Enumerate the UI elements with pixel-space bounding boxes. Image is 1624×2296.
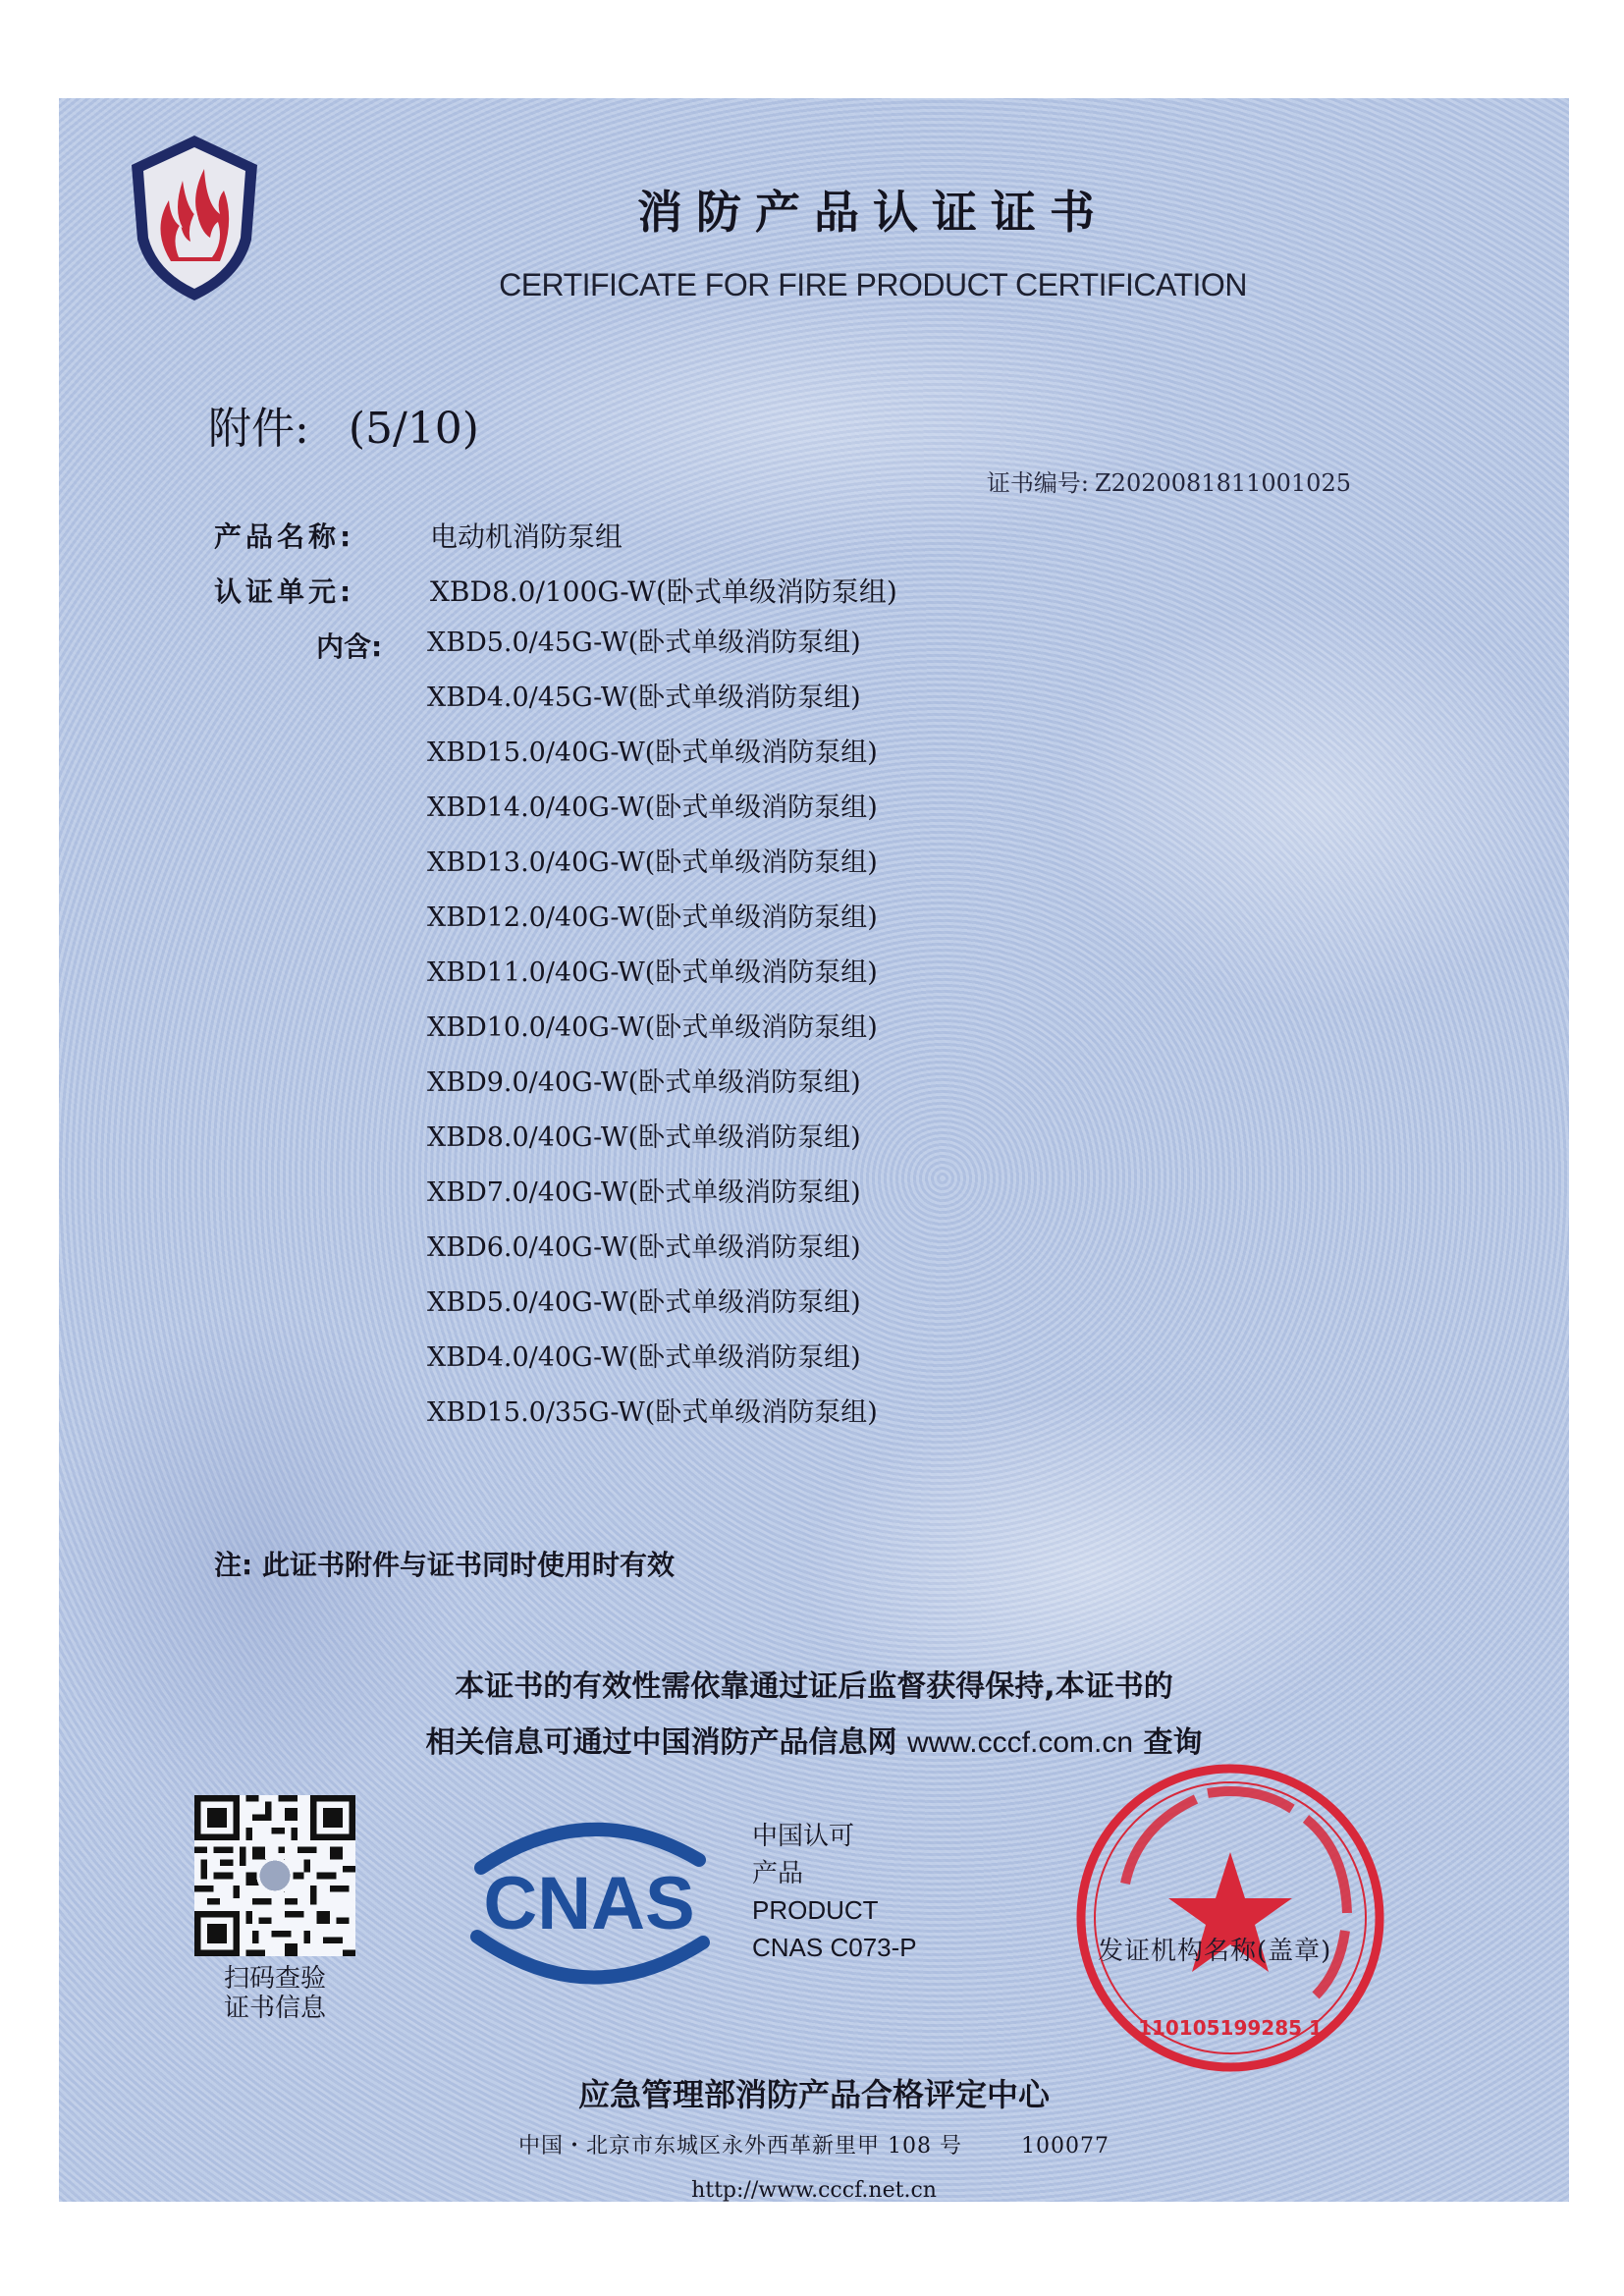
model-item: XBD5.0/45G-W(卧式单级消防泵组) — [427, 628, 861, 658]
model-item: XBD4.0/40G-W(卧式单级消防泵组) — [427, 1342, 861, 1373]
validity-text-line2 — [59, 1718, 1569, 1761]
contains-label: 内含: — [316, 630, 383, 663]
qr-code[interactable] — [194, 1795, 355, 1956]
model-item: XBD14.0/40G-W(卧式单级消防泵组) — [427, 793, 878, 823]
cnas-logo-text: CNAS — [483, 1862, 695, 1945]
certificate-number-value: Z2020081811001025 — [1095, 469, 1351, 497]
product-name-label: 产品名称: — [214, 520, 355, 553]
attachment-note: 注: 此证书附件与证书同时使用时有效 — [214, 1549, 675, 1581]
certificate-sheet — [59, 98, 1569, 2202]
certificate-number — [987, 464, 1351, 498]
model-item: XBD10.0/40G-W(卧式单级消防泵组) — [427, 1012, 878, 1043]
model-item: XBD15.0/35G-W(卧式单级消防泵组) — [427, 1397, 878, 1428]
info-website-link[interactable]: www.cccf.com.cn — [906, 1726, 1134, 1759]
cnas-line1: 中国认可 — [752, 1821, 855, 1850]
model-item: XBD8.0/40G-W(卧式单级消防泵组) — [427, 1122, 861, 1153]
issuer-address — [59, 2129, 1569, 2159]
cnas-line2: 产品 — [752, 1858, 804, 1887]
validity-text-line1: 本证书的有效性需依靠通过证后监督获得保持,本证书的 — [455, 1669, 1173, 1704]
model-item: XBD9.0/40G-W(卧式单级消防泵组) — [427, 1067, 861, 1098]
product-name-value: 电动机消防泵组 — [430, 520, 623, 553]
certification-unit-label: 认证单元: — [214, 575, 355, 608]
certificate-title-en: CERTIFICATE FOR FIRE PRODUCT CERTIFICATION — [499, 267, 1247, 302]
qr-caption-line1: 扫码查验 — [223, 1964, 326, 1994]
attachment-label: 附件: — [208, 404, 309, 454]
postal-code: 100077 — [1021, 2134, 1110, 2159]
issuer-label: 发证机构名称(盖章) — [1098, 1937, 1332, 1966]
attachment-heading — [208, 393, 479, 456]
model-item: XBD7.0/40G-W(卧式单级消防泵组) — [427, 1177, 861, 1208]
certification-unit-value: XBD8.0/100G-W(卧式单级消防泵组) — [430, 575, 897, 608]
model-item: XBD15.0/40G-W(卧式单级消防泵组) — [427, 738, 878, 768]
seal-number: 110105199285 1 — [1138, 2016, 1323, 2040]
certificate-title-cn: 消防产品认证证书 — [637, 186, 1109, 239]
model-item: XBD13.0/40G-W(卧式单级消防泵组) — [427, 847, 878, 878]
product-name-row — [214, 516, 623, 555]
certification-unit-row — [214, 571, 897, 610]
qr-caption-line2: 证书信息 — [223, 1994, 326, 2023]
attachment-count: (5/10) — [348, 404, 479, 454]
model-item: XBD5.0/40G-W(卧式单级消防泵组) — [427, 1287, 861, 1318]
validity-line2-prefix: 相关信息可通过中国消防产品信息网 — [425, 1725, 897, 1760]
official-seal — [1068, 1756, 1392, 2080]
model-item: XBD11.0/40G-W(卧式单级消防泵组) — [427, 957, 878, 988]
model-item: XBD6.0/40G-W(卧式单级消防泵组) — [427, 1232, 861, 1263]
model-list — [427, 626, 878, 1450]
model-item: XBD4.0/45G-W(卧式单级消防泵组) — [427, 683, 861, 713]
cnas-logo — [442, 1805, 736, 2001]
qr-caption — [177, 1964, 373, 2023]
cnas-line3: PRODUCT — [752, 1895, 879, 1925]
model-item: XBD12.0/40G-W(卧式单级消防泵组) — [427, 902, 878, 933]
issuer-website-link[interactable]: http://www.cccf.net.cn — [691, 2178, 937, 2202]
cnas-line4: CNAS C073-P — [752, 1933, 917, 1962]
cnas-info — [752, 1817, 917, 1966]
issuing-center-name: 应急管理部消防产品合格评定中心 — [577, 2076, 1050, 2113]
certificate-number-label: 证书编号: — [986, 469, 1089, 497]
address-text: 中国・北京市东城区永外西革新里甲 108 号 — [518, 2134, 962, 2159]
validity-line2-suffix: 查询 — [1143, 1725, 1203, 1760]
